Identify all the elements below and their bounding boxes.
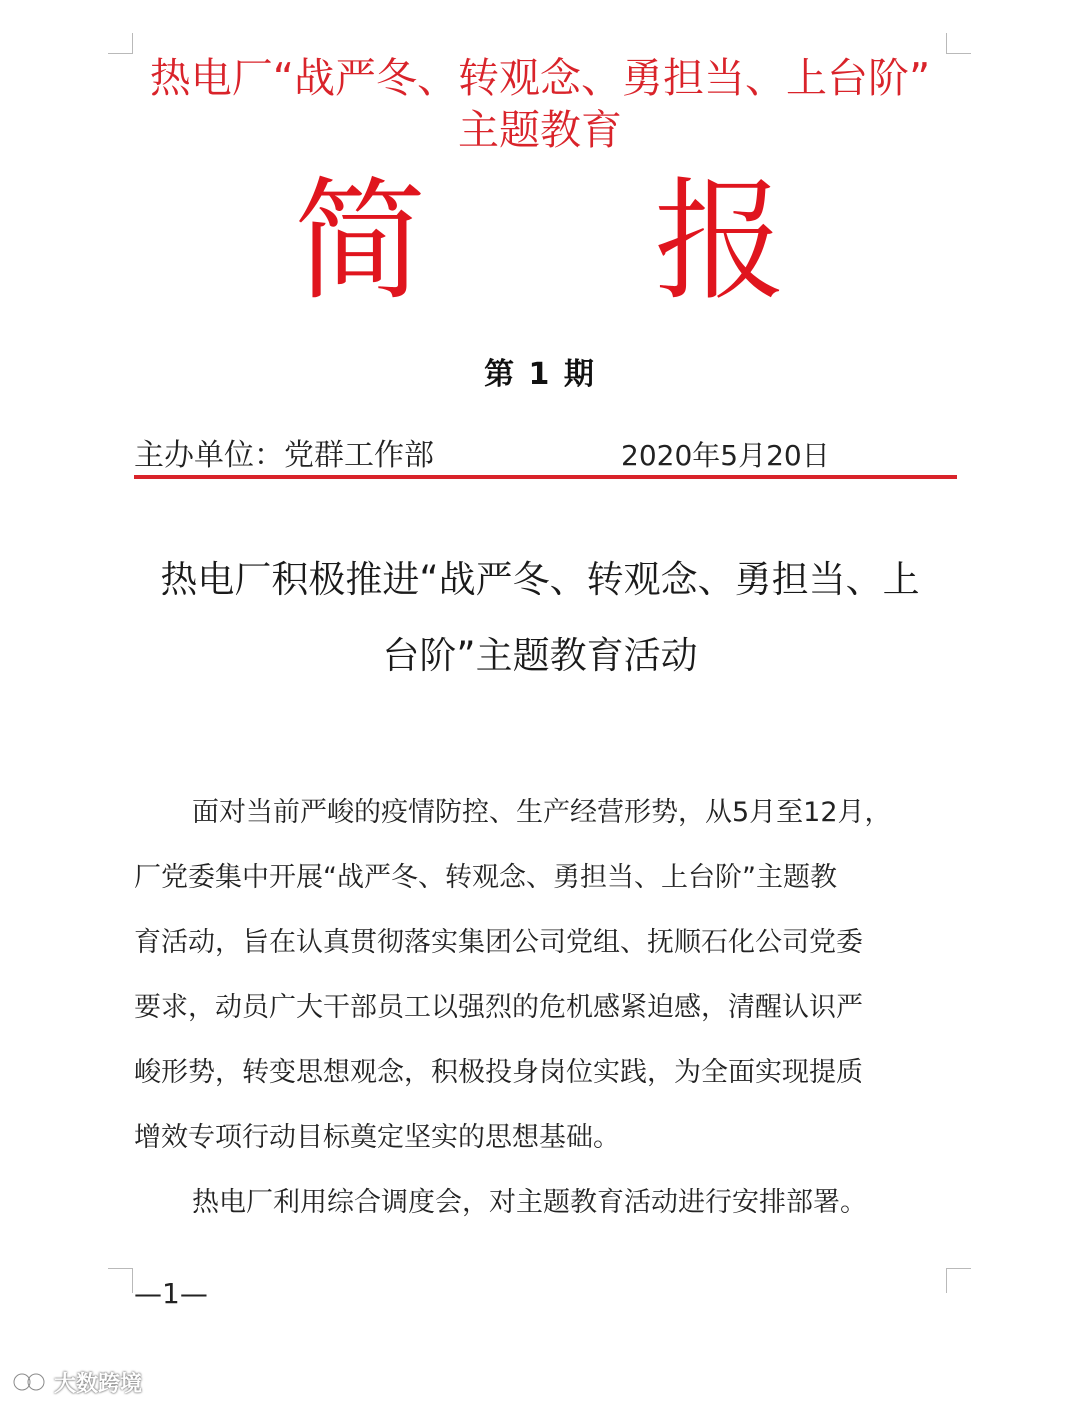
- logo-icon: [12, 1370, 48, 1394]
- red-divider: [134, 475, 957, 479]
- bulletin-title-char1: 简: [294, 165, 426, 319]
- issue-number: 第 1 期: [484, 357, 596, 392]
- header-title-line1: 热电厂“战严冬、转观念、勇担当、上台阶”: [149, 54, 931, 102]
- paragraph1-line: 育活动，旨在认真贯彻落实集团公司党组、抚顺石化公司党委: [134, 927, 863, 958]
- paragraph1-line: 面对当前严峻的疫情防控、生产经营形势，从5月至12月，: [192, 797, 892, 828]
- paragraph1-line: 厂党委集中开展“战严冬、转观念、勇担当、上台阶”主题教: [134, 862, 837, 893]
- paragraph1-line: 要求，动员广大干部员工以强烈的危机感紧迫感，清醒认识严: [134, 992, 863, 1023]
- page-number: —1—: [134, 1277, 208, 1310]
- bulletin-title: [290, 165, 790, 319]
- issue-date: 2020年5月20日: [621, 439, 830, 472]
- organizer: 主办单位：党群工作部: [134, 438, 434, 473]
- article-title-line2: 台阶”主题教育活动: [382, 634, 698, 677]
- watermark: [12, 1366, 142, 1398]
- watermark-text: 大数跨境: [54, 1371, 143, 1397]
- crop-mark-bottom-right: [946, 1268, 971, 1293]
- crop-mark-bottom-left: [108, 1268, 133, 1293]
- paragraph2: 热电厂利用综合调度会，对主题教育活动进行安排部署。: [192, 1187, 867, 1218]
- paragraph1-line: 峻形势，转变思想观念，积极投身岗位实践，为全面实现提质: [134, 1057, 863, 1088]
- header-title-line2: 主题教育: [458, 106, 622, 154]
- bulletin-title-char2: 报: [654, 165, 786, 319]
- crop-mark-top-right: [946, 33, 971, 54]
- crop-mark-top-left: [108, 33, 133, 54]
- meta-row: [134, 436, 960, 476]
- article-title-line1: 热电厂积极推进“战严冬、转观念、勇担当、上: [160, 558, 920, 601]
- paragraph1-line: 增效专项行动目标奠定坚实的思想基础。: [134, 1122, 620, 1153]
